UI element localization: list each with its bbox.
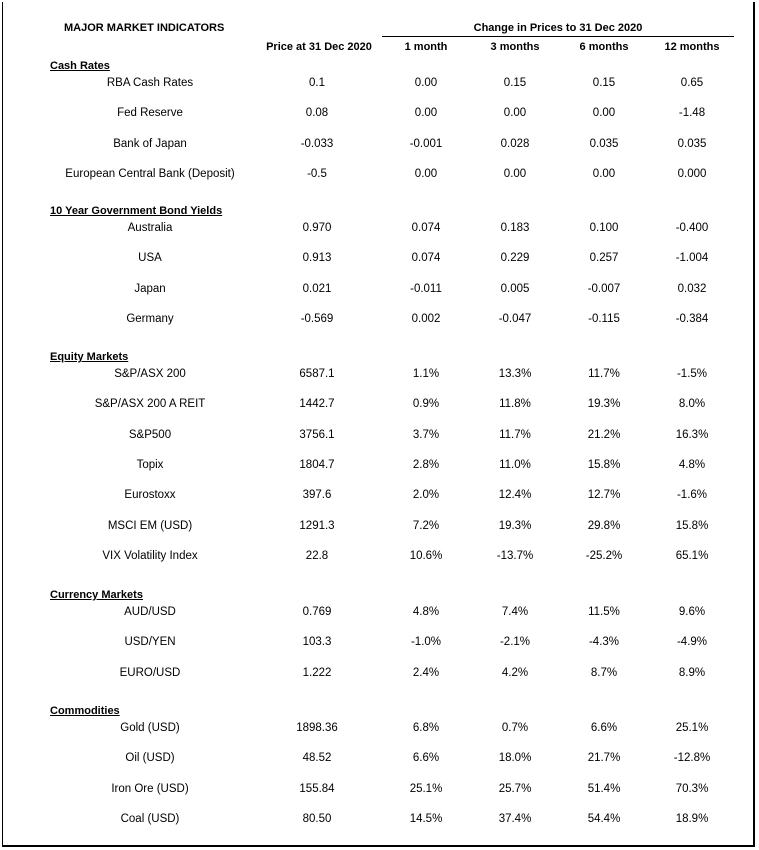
row-label: Oil (USD) [125,752,175,765]
section-heading: Currency Markets [50,589,143,601]
price-cell: 80.50 [302,812,332,825]
price-cell: 0.769 [302,606,332,618]
change-12m-cell: 8.9% [678,666,706,679]
change-6m-cell: 21.7% [587,752,621,765]
change-6m-cell: 0.035 [589,137,619,150]
change-3m-cell: 19.3% [498,519,532,532]
row-label: EURO/USD [119,666,181,679]
price-cell: 1898.36 [296,722,338,734]
change-3m-cell: 0.00 [503,107,527,120]
price-cell: 0.021 [302,282,332,295]
change-3m-cell: 11.7% [499,428,531,441]
change-12m-cell: 0.032 [677,282,707,295]
row-label: Australia [127,222,173,234]
change-12m-cell: -1.004 [675,252,709,265]
price-cell: 1.222 [302,666,332,679]
change-6m-cell: 12.7% [587,489,621,502]
change-1m-cell: 14.5% [409,812,443,825]
table-row [0,138,755,152]
change-1m-cell: 25.1% [409,782,443,795]
row-label: VIX Volatility Index [102,549,198,562]
change-3m-cell: 0.7% [501,722,529,734]
change-3m-cell: 11.0% [499,458,531,471]
row-label: AUD/USD [124,606,176,618]
change-1m-cell: 0.00 [414,167,438,180]
change-3m-cell: 0.183 [500,222,530,234]
price-cell: -0.033 [300,137,334,150]
row-label: Bank of Japan [113,137,187,150]
table-row [0,368,755,382]
price-cell: 397.6 [302,489,332,502]
change-6m-cell: 54.4% [587,812,621,825]
table-row [0,77,755,91]
row-label: Fed Reserve [117,107,183,120]
change-12m-cell: -0.384 [675,312,709,325]
row-label: Iron Ore (USD) [111,782,189,795]
column-header-1-month: 1 month [404,41,448,53]
change-1m-cell: 3.7% [412,428,440,441]
price-cell: 48.52 [302,752,332,765]
change-12m-cell: 18.9% [675,812,709,825]
table-row [0,398,755,412]
change-header: Change in Prices to 31 Dec 2020 [382,22,734,37]
price-cell: -0.5 [307,167,327,180]
change-1m-cell: 0.9% [412,398,440,411]
row-label: Germany [126,312,174,325]
change-3m-cell: 18.0% [498,752,532,765]
change-6m-cell: 51.4% [587,782,621,795]
table-row [0,168,755,182]
change-1m-cell: -1.0% [410,636,442,649]
table-row [0,636,755,650]
column-header-3-months: 3 months [490,41,540,53]
change-6m-cell: 29.8% [587,519,621,532]
table-row [0,667,755,681]
table-row [0,550,755,564]
change-12m-cell: 8.0% [678,398,706,411]
change-6m-cell: 0.15 [592,77,616,89]
change-12m-cell: 15.8% [675,519,709,532]
change-1m-cell: 10.6% [409,549,443,562]
change-3m-cell: 0.229 [500,252,530,265]
row-label: S&P/ASX 200 [114,368,186,380]
table-row [0,429,755,443]
change-1m-cell: 6.6% [412,752,440,765]
change-1m-cell: 0.074 [411,222,441,234]
change-12m-cell: 0.000 [677,167,707,180]
change-3m-cell: 12.4% [498,489,532,502]
change-6m-cell: 0.00 [592,167,616,180]
row-label: S&P/ASX 200 A REIT [94,398,206,411]
page-title: MAJOR MARKET INDICATORS [64,22,225,34]
change-1m-cell: 6.8% [412,722,440,734]
change-6m-cell: 19.3% [587,398,621,411]
change-12m-cell: -1.6% [676,489,708,502]
change-12m-cell: 65.1% [675,549,709,562]
change-1m-cell: 4.8% [412,606,440,618]
table-row [0,283,755,297]
change-3m-cell: 4.2% [501,666,529,679]
change-6m-cell: 11.5% [588,606,620,618]
change-12m-cell: -0.400 [675,222,709,234]
price-cell: 1442.7 [299,398,335,411]
change-1m-cell: 0.00 [414,107,438,120]
row-label: Gold (USD) [120,722,180,734]
change-6m-cell: 21.2% [587,428,621,441]
table-row [0,313,755,327]
change-3m-cell: 0.028 [500,137,530,150]
change-3m-cell: 13.3% [498,368,532,380]
table-row [0,520,755,534]
change-1m-cell: 0.00 [414,77,438,89]
change-6m-cell: 8.7% [590,666,618,679]
change-12m-cell: -4.9% [676,636,708,649]
change-12m-cell: -1.48 [678,107,706,120]
price-cell: 103.3 [302,636,332,649]
change-12m-cell: 9.6% [678,606,706,618]
section-heading: 10 Year Government Bond Yields [50,205,223,217]
price-cell: 0.08 [305,107,329,120]
column-header-price: Price at 31 Dec 2020 [266,41,372,53]
price-cell: 1291.3 [299,519,335,532]
change-6m-cell: 0.00 [592,107,616,120]
price-cell: 0.1 [309,77,325,89]
change-1m-cell: 0.002 [411,312,441,325]
change-6m-cell: -4.3% [588,636,620,649]
section-heading: Cash Rates [50,60,110,72]
price-cell: 22.8 [305,549,329,562]
change-3m-cell: -13.7% [496,549,534,562]
change-3m-cell: 0.15 [503,77,527,89]
table-row [0,222,755,236]
row-label: Japan [134,282,166,295]
table-row [0,783,755,797]
change-12m-cell: -1.5% [676,368,708,380]
change-3m-cell: 25.7% [498,782,532,795]
change-6m-cell: 11.7% [588,368,620,380]
change-3m-cell: 0.005 [500,282,530,295]
change-6m-cell: 0.257 [589,252,619,265]
change-1m-cell: 7.2% [412,519,440,532]
price-cell: 0.913 [302,252,332,265]
row-label: USA [138,252,162,265]
price-cell: 1804.7 [299,458,335,471]
change-1m-cell: 2.4% [412,666,440,679]
change-1m-cell: 1.1% [412,368,440,380]
change-12m-cell: 4.8% [678,458,706,471]
price-cell: 0.970 [302,222,332,234]
row-label: RBA Cash Rates [106,77,194,89]
row-label: Eurostoxx [124,489,176,502]
change-6m-cell: -0.007 [587,282,621,295]
table-row [0,489,755,503]
row-label: European Central Bank (Deposit) [65,167,235,180]
change-1m-cell: -0.001 [409,137,443,150]
change-12m-cell: -12.8% [673,752,711,765]
table-row [0,107,755,121]
table-row [0,459,755,473]
change-1m-cell: 2.0% [412,489,440,502]
column-header-6-months: 6 months [579,41,629,53]
change-3m-cell: 7.4% [501,606,529,618]
section-heading: Commodities [50,705,120,717]
change-6m-cell: 15.8% [587,458,621,471]
change-1m-cell: 2.8% [412,458,440,471]
change-6m-cell: 6.6% [590,722,618,734]
table-row [0,606,755,620]
change-12m-cell: 0.65 [680,77,704,89]
change-12m-cell: 25.1% [675,722,709,734]
row-label: Topix [136,458,164,471]
change-12m-cell: 0.035 [677,137,707,150]
row-label: MSCI EM (USD) [107,519,193,532]
row-label: Coal (USD) [120,812,180,825]
row-label: S&P500 [128,428,172,441]
table-row [0,813,755,827]
table-frame [2,2,755,847]
change-1m-cell: -0.011 [410,282,442,295]
change-1m-cell: 0.074 [411,252,441,265]
section-heading: Equity Markets [50,351,129,363]
change-6m-cell: -0.115 [588,312,620,325]
change-3m-cell: 0.00 [503,167,527,180]
change-6m-cell: 0.100 [589,222,619,234]
change-6m-cell: -25.2% [585,549,623,562]
table-row [0,752,755,766]
price-cell: 155.84 [299,782,335,795]
column-header-12-months: 12 months [664,41,720,53]
change-12m-cell: 16.3% [675,428,709,441]
change-3m-cell: -0.047 [498,312,532,325]
change-3m-cell: -2.1% [499,636,531,649]
table-row [0,252,755,266]
change-12m-cell: 70.3% [675,782,709,795]
row-label: USD/YEN [124,636,176,649]
change-3m-cell: 37.4% [498,812,532,825]
price-cell: 6587.1 [299,368,335,380]
change-3m-cell: 11.8% [499,398,531,411]
table-row [0,722,755,736]
price-cell: -0.569 [300,312,334,325]
price-cell: 3756.1 [299,428,335,441]
